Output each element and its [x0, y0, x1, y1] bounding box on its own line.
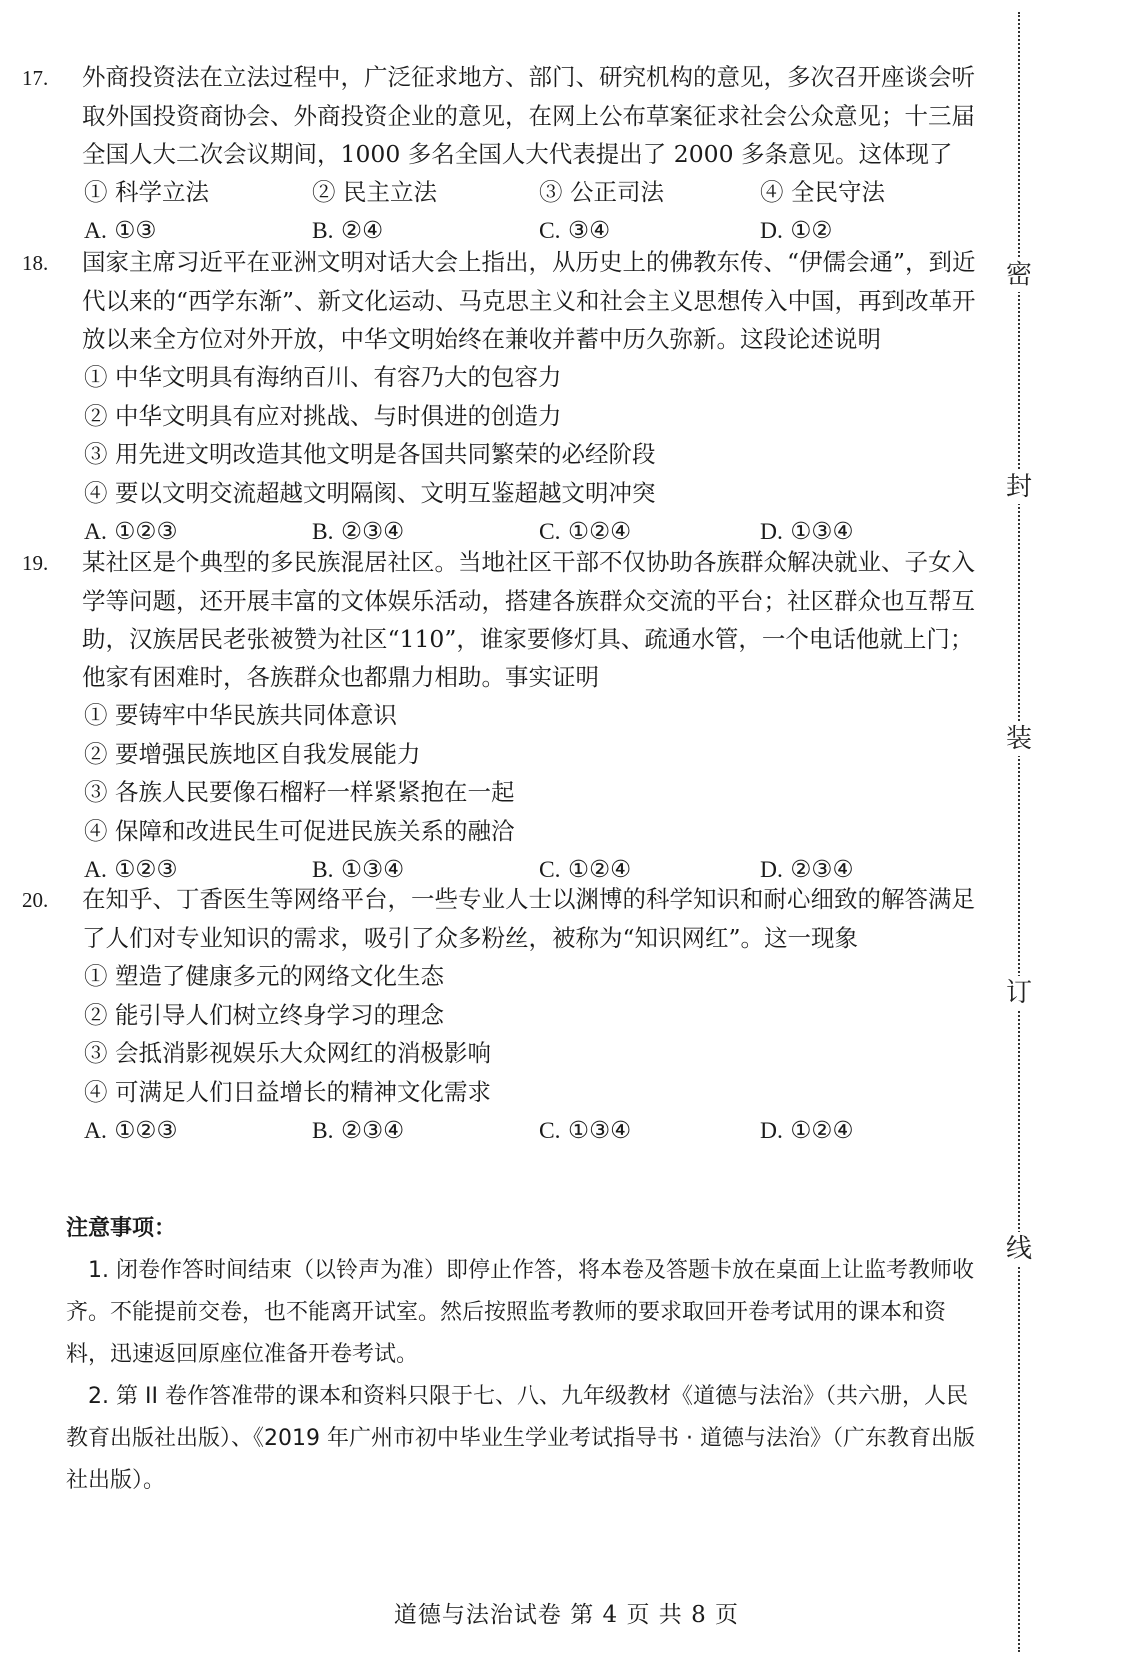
notice-title: 注意事项： — [66, 1216, 177, 1241]
option-4: ④ 全民守法 — [760, 178, 885, 206]
option-3: ③ 用先进文明改造其他文明是各国共同繁荣的必经阶段 — [84, 440, 656, 468]
question-stem — [22, 58, 992, 173]
choice-c: C. ③④ — [539, 216, 611, 244]
choice-b: B. ①③④ — [312, 855, 405, 883]
answer-choices — [84, 1111, 992, 1149]
option-2: ② 要增强民族地区自我发展能力 — [84, 739, 421, 768]
option-2: ② 能引导人们树立终身学习的理念 — [84, 1000, 444, 1029]
question-text: 某社区是个典型的多民族混居社区。当地社区干部不仅协助各族群众解决就业、子女入学等问题，还开展丰富的文体娱乐活动，搭建各族群众交流的平台；社区群众也互帮互助，汉族居民老张被赞为社区“110”，谁家要修灯具、疏通水管，一个电话他就上门；他家有困难时，各族群众也都鼎力相助。事实证明 — [82, 548, 975, 691]
option-1: ① 塑造了健康多元的网络文化生态 — [84, 962, 444, 990]
option-2: ② 民主立法 — [312, 178, 437, 206]
option-3: ③ 各族人民要像石榴籽一样紧紧抱在一起 — [84, 778, 515, 806]
notice-item-1: 1. 闭卷作答时间结束（以铃声为准）即停止作答，将本卷及答题卡放在桌面上让监考教师收齐。不能提前交卷，也不能离开试室。然后按照监考教师的要求取回开卷考试用的课本和资料，迅速返回原座位准备开卷考试。 — [66, 1258, 974, 1367]
option-1: ① 要铸牢中华民族共同体意识 — [84, 701, 397, 729]
question-text: 在知乎、丁香医生等网络平台，一些专业人士以渊博的科学知识和耐心细致的解答满足了人们对专业知识的需求，吸引了众多粉丝，被称为“知识网红”。这一现象 — [82, 885, 975, 952]
choice-b: B. ②③④ — [312, 1116, 405, 1144]
option-3: ③ 会抵消影视娱乐大众网红的消极影响 — [84, 1039, 491, 1067]
question-number: 19. — [22, 551, 49, 575]
question-number: 17. — [22, 66, 49, 90]
option-4: ④ 可满足人们日益增长的精神文化需求 — [84, 1077, 491, 1106]
notice-item-2: 2. 第 II 卷作答准带的课本和资料只限于七、八、九年级教材《道德与法治》（共六册，人民教育出版社出版）、《2019 年广州市初中毕业生学业考试指导书 · 道德与法治》（广东教育出版社出版）。 — [66, 1384, 975, 1493]
question-number: 18. — [22, 251, 49, 275]
choice-c: C. ①③④ — [539, 1116, 632, 1144]
choice-d: D. ①②④ — [760, 1116, 854, 1144]
choice-d: D. ①② — [760, 216, 833, 244]
binding-char-feng: 封 — [1005, 472, 1032, 502]
choice-a: A. ①②③ — [84, 855, 178, 883]
choice-c: C. ①②④ — [539, 855, 632, 883]
choice-a: A. ①③ — [84, 216, 157, 244]
question-stem — [22, 543, 992, 696]
binding-char-zhuang: 装 — [1005, 724, 1032, 754]
choice-c: C. ①②④ — [539, 517, 632, 545]
binding-char-xian: 线 — [1005, 1234, 1032, 1264]
choice-a: A. ①②③ — [84, 1116, 178, 1144]
notice-section — [66, 1208, 986, 1502]
option-4: ④ 保障和改进民生可促进民族关系的融洽 — [84, 816, 515, 845]
question-20 — [22, 880, 992, 1149]
choice-b: B. ②④ — [312, 216, 384, 244]
binding-char-ding: 订 — [1005, 978, 1032, 1008]
option-3: ③ 公正司法 — [539, 178, 664, 206]
page-footer: 道德与法治试卷 第 4 页 共 8 页 — [393, 1602, 740, 1628]
choice-b: B. ②③④ — [312, 517, 405, 545]
question-18 — [22, 243, 992, 550]
question-number: 20. — [22, 888, 49, 912]
question-19 — [22, 543, 992, 888]
option-1: ① 中华文明具有海纳百川、有容乃大的包容力 — [84, 363, 562, 391]
option-4: ④ 要以文明交流超越文明隔阂、文明互鉴超越文明冲突 — [84, 478, 656, 507]
question-text: 国家主席习近平在亚洲文明对话大会上指出，从历史上的佛教东传、“伊儒会通”，到近代以来的“西学东渐”、新文化运动、马克思主义和社会主义思想传入中国，再到改革开放以来全方位对外开放，中华文明始终在兼收并蓄中历久弥新。这段论述说明 — [82, 248, 976, 353]
choice-a: A. ①②③ — [84, 517, 178, 545]
choice-d: D. ②③④ — [760, 855, 854, 883]
question-stem — [22, 243, 992, 358]
option-2: ② 中华文明具有应对挑战、与时俱进的创造力 — [84, 401, 562, 430]
question-stem — [22, 880, 992, 957]
option-row — [84, 173, 992, 211]
question-17 — [22, 58, 992, 249]
binding-char-mi: 密 — [1005, 260, 1032, 290]
question-text: 外商投资法在立法过程中，广泛征求地方、部门、研究机构的意见，多次召开座谈会听取外国投资商协会、外商投资企业的意见，在网上公布草案征求社会公众意见；十三届全国人大二次会议期间，1000 多名全国人大代表提出了 2000 多条意见。这体现了 — [82, 63, 975, 168]
option-1: ① 科学立法 — [84, 178, 209, 206]
choice-d: D. ①③④ — [760, 517, 854, 545]
